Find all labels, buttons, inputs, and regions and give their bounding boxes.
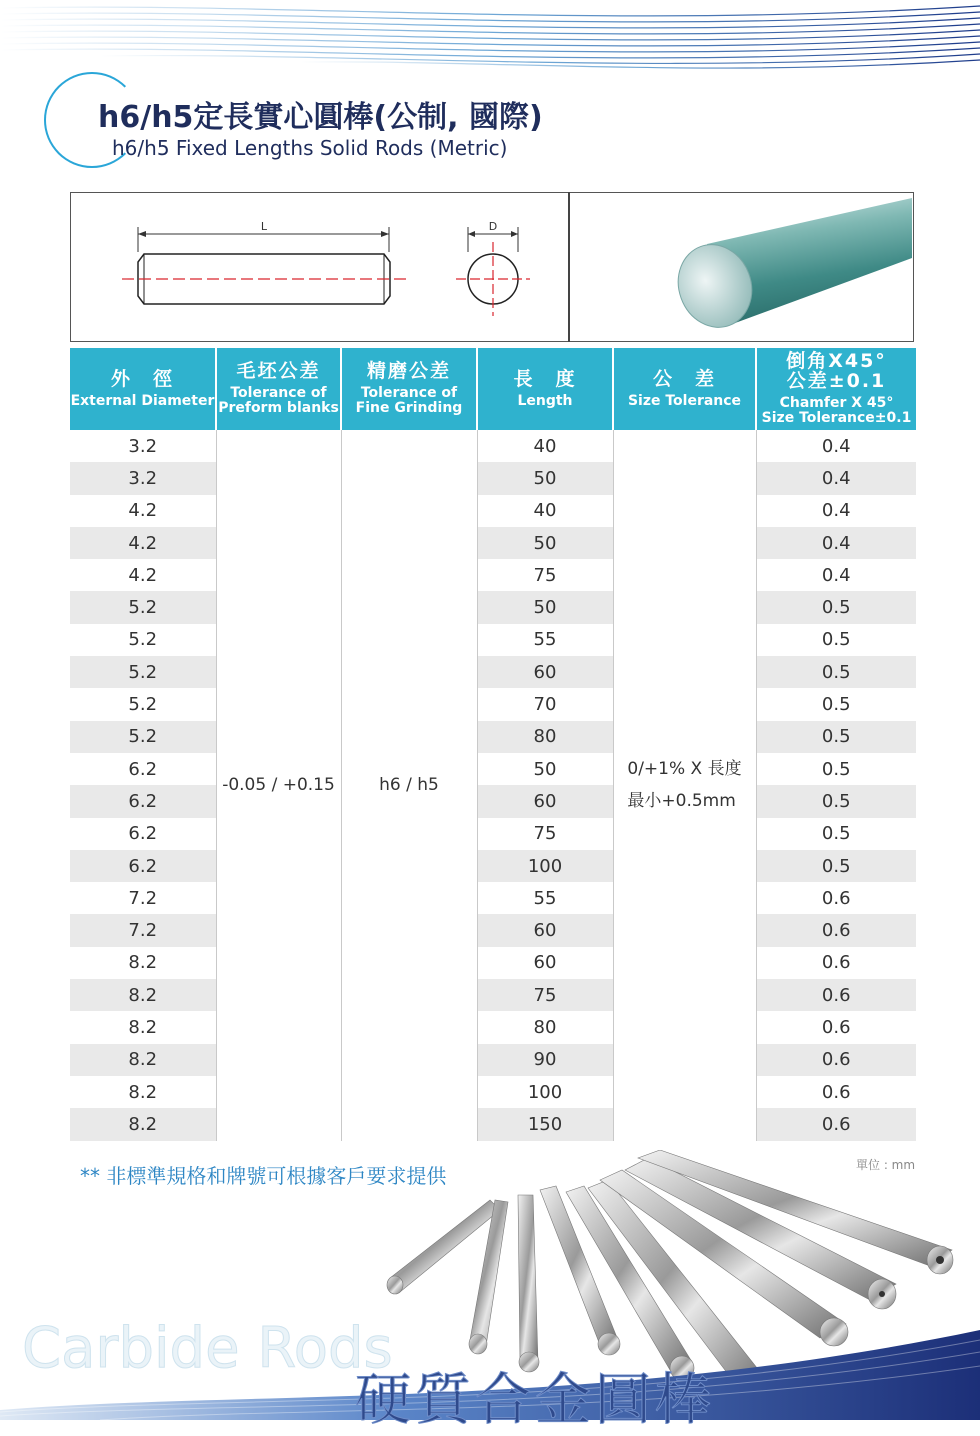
diameter-label: D — [488, 220, 498, 233]
table-header-row — [70, 348, 916, 430]
table-row — [70, 947, 916, 979]
table-row — [70, 1108, 916, 1140]
col-header-chamfer-zh2: 公差±0.1 — [786, 370, 887, 393]
table-row — [70, 591, 916, 623]
col-header-preform-tolerance — [216, 348, 341, 430]
chamfer-cell: 0.4 — [821, 435, 851, 457]
table-row — [70, 1076, 916, 1108]
table-row — [70, 527, 916, 559]
size-tolerance-line2: 最小+0.5mm — [627, 791, 736, 812]
length-cell: 50 — [477, 527, 613, 559]
diameter-cell: 5.2 — [70, 721, 216, 753]
table-row — [70, 818, 916, 850]
chamfer-cell: 0.6 — [821, 1016, 851, 1038]
length-cell: 90 — [477, 1044, 613, 1076]
table-row — [70, 656, 916, 688]
diameter-cell: 6.2 — [70, 850, 216, 882]
table-row — [70, 430, 916, 462]
diagram-divider — [568, 192, 570, 342]
spec-table — [70, 348, 916, 1141]
col-header-size-tolerance-en: Size Tolerance — [627, 392, 742, 409]
chamfer-cell: 0.4 — [756, 462, 916, 494]
col-header-length — [477, 348, 613, 430]
table-row — [70, 1044, 916, 1076]
unit-label: 單位 : mm — [856, 1158, 916, 1172]
chamfer-cell: 0.5 — [821, 823, 851, 845]
size-tolerance-text — [627, 753, 741, 817]
col-header-diameter-en: External Diameter — [70, 392, 215, 409]
diameter-cell: 4.2 — [70, 559, 216, 591]
table-row — [70, 914, 916, 946]
chamfer-cell: 0.6 — [756, 1108, 916, 1140]
length-cell: 100 — [477, 850, 613, 882]
length-label: L — [260, 220, 268, 233]
rod-3d-illustration — [572, 194, 912, 340]
chamfer-cell: 0.6 — [756, 914, 916, 946]
length-cell: 55 — [477, 624, 613, 656]
chamfer-cell: 0.5 — [821, 758, 851, 780]
chamfer-cell: 0.4 — [821, 564, 851, 586]
rod-dimension-drawing — [72, 194, 568, 340]
page-subtitle: h6/h5 Fixed Lengths Solid Rods (Metric) — [112, 136, 508, 160]
col-header-grinding-tolerance — [341, 348, 477, 430]
diameter-cell: 3.2 — [70, 430, 216, 462]
table-body — [70, 430, 916, 1141]
chamfer-cell: 0.5 — [756, 721, 916, 753]
col-header-chamfer-en2: Size Tolerance±0.1 — [761, 409, 912, 426]
table-row — [70, 850, 916, 882]
col-header-length-en: Length — [517, 392, 573, 409]
length-cell: 50 — [477, 591, 613, 623]
top-decorative-band — [0, 0, 980, 75]
chamfer-cell: 0.6 — [756, 1044, 916, 1076]
length-cell: 80 — [477, 1011, 613, 1043]
diameter-cell: 7.2 — [70, 882, 216, 914]
col-header-preform-en2: Preform blanks — [218, 399, 339, 416]
diameter-cell: 8.2 — [70, 1044, 216, 1076]
col-header-diameter — [70, 348, 216, 430]
table-row — [70, 785, 916, 817]
length-cell: 40 — [477, 430, 613, 462]
size-tolerance-cell — [613, 430, 756, 1141]
page-title: h6/h5定長實心圓棒(公制, 國際) — [98, 100, 543, 135]
preform-tolerance-cell: -0.05 / +0.15 — [216, 430, 341, 1141]
custom-spec-note: ** 非標準規格和牌號可根據客戶要求提供 — [80, 1164, 447, 1188]
chamfer-cell: 0.5 — [821, 629, 851, 651]
table-row — [70, 979, 916, 1011]
diameter-cell: 7.2 — [70, 914, 216, 946]
col-header-grinding-en1: Tolerance of — [360, 385, 458, 402]
length-cell: 50 — [477, 462, 613, 494]
chamfer-cell: 0.4 — [821, 500, 851, 522]
length-cell: 80 — [477, 721, 613, 753]
length-cell: 60 — [477, 656, 613, 688]
chamfer-cell: 0.5 — [756, 785, 916, 817]
col-header-grinding-zh: 精磨公差 — [366, 360, 451, 383]
col-header-size-tolerance — [613, 348, 756, 430]
diameter-cell: 8.2 — [70, 979, 216, 1011]
length-cell: 150 — [477, 1108, 613, 1140]
diameter-cell: 8.2 — [70, 1108, 216, 1140]
chamfer-cell: 0.5 — [756, 591, 916, 623]
table-row — [70, 462, 916, 494]
table-row — [70, 882, 916, 914]
length-cell: 75 — [477, 559, 613, 591]
col-header-chamfer — [756, 348, 916, 430]
col-header-chamfer-en1: Chamfer X 45° — [779, 395, 894, 412]
length-cell: 55 — [477, 882, 613, 914]
table-row — [70, 1011, 916, 1043]
diameter-cell: 5.2 — [70, 656, 216, 688]
col-header-grinding-en2: Fine Grinding — [355, 399, 463, 416]
diameter-cell: 6.2 — [70, 818, 216, 850]
length-cell: 75 — [477, 818, 613, 850]
length-cell: 70 — [477, 688, 613, 720]
length-cell: 60 — [477, 914, 613, 946]
col-header-diameter-zh: 外 徑 — [110, 367, 174, 390]
chamfer-cell: 0.5 — [821, 694, 851, 716]
chamfer-cell: 0.5 — [756, 850, 916, 882]
length-cell: 60 — [477, 785, 613, 817]
table-row — [70, 624, 916, 656]
col-header-chamfer-zh1: 倒角X45° — [786, 350, 887, 373]
col-header-size-tolerance-zh: 公 差 — [652, 367, 716, 390]
table-row — [70, 559, 916, 591]
chamfer-cell: 0.6 — [756, 979, 916, 1011]
chamfer-cell: 0.5 — [756, 656, 916, 688]
chamfer-cell: 0.4 — [756, 527, 916, 559]
chamfer-cell: 0.6 — [821, 952, 851, 974]
grinding-tolerance-cell: h6 / h5 — [341, 430, 477, 1141]
diameter-cell: 5.2 — [70, 688, 216, 720]
chamfer-cell: 0.6 — [821, 887, 851, 909]
length-cell: 100 — [477, 1076, 613, 1108]
table-row — [70, 721, 916, 753]
diameter-cell: 3.2 — [70, 462, 216, 494]
length-cell: 50 — [477, 753, 613, 785]
diameter-cell: 5.2 — [70, 624, 216, 656]
size-tolerance-line1: 0/+1% X 長度 — [627, 759, 742, 780]
diameter-cell: 8.2 — [70, 947, 216, 979]
diameter-cell: 8.2 — [70, 1076, 216, 1108]
diameter-cell: 4.2 — [70, 495, 216, 527]
diameter-cell: 5.2 — [70, 591, 216, 623]
diameter-cell: 6.2 — [70, 753, 216, 785]
length-cell: 60 — [477, 947, 613, 979]
chamfer-cell: 0.6 — [821, 1081, 851, 1103]
watermark-chinese: 硬質合金圓棒 — [355, 1368, 715, 1433]
diameter-cell: 6.2 — [70, 785, 216, 817]
length-cell: 75 — [477, 979, 613, 1011]
table-row — [70, 495, 916, 527]
watermark-english: Carbide Rods — [22, 1316, 393, 1381]
col-header-preform-en1: Tolerance of — [230, 385, 327, 402]
diameter-cell: 4.2 — [70, 527, 216, 559]
length-cell: 40 — [477, 495, 613, 527]
diameter-cell: 8.2 — [70, 1011, 216, 1043]
col-header-preform-zh: 毛坯公差 — [236, 360, 321, 383]
col-header-length-zh: 長 度 — [513, 367, 577, 390]
table-row — [70, 753, 916, 785]
table-row — [70, 688, 916, 720]
